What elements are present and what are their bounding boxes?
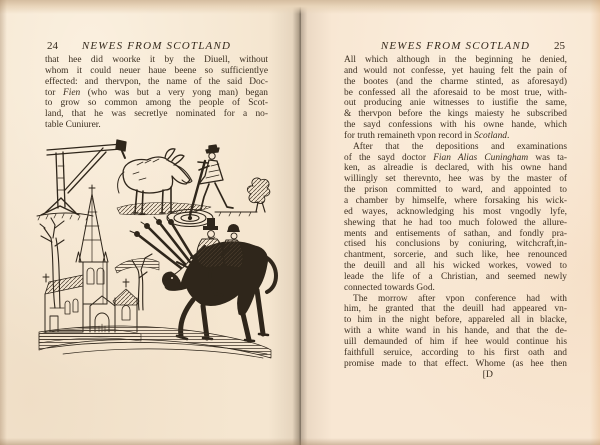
text-line: to grow so common among the people of Scot- <box>45 98 268 109</box>
text-line: table Cuniurer. <box>45 120 101 131</box>
text-line: the prison committed to ward, and appointed to <box>344 185 567 196</box>
page-top-edge <box>0 0 600 14</box>
text-line: connected towards God. <box>344 282 435 293</box>
text-line: to him in the night before, appareled all in blacke, <box>344 315 567 326</box>
signature-mark: [D <box>482 369 493 380</box>
text-line: a chamber by himselfe, where forsaking his wick- <box>344 195 567 206</box>
text-line: that hee did woorke it by the Diuell, without <box>45 55 268 65</box>
page-bottom-edge <box>0 438 600 445</box>
right-page <box>300 0 600 445</box>
text-line: The morrow after vpon conference had with <box>353 293 567 304</box>
text-line: ed wayes, acknowledging his most vngodly lyfe, <box>344 206 567 217</box>
text-line: willingly set therevnto, hee was by the master of <box>344 174 567 185</box>
page-right-edge <box>590 0 600 445</box>
text-line: of the sayd doctor Fian Alias Cuningham was ta- <box>344 152 567 163</box>
right-page-header <box>344 40 567 52</box>
text-line: with a white wand in his hande, and that the de- <box>344 326 567 337</box>
right-running-title: NEWES FROM SCOTLAND <box>380 40 531 52</box>
ground-bands <box>39 326 271 358</box>
text-line: & thervpon before the kings maiesty he subscribed <box>344 109 567 120</box>
text-line: out producing anie witnesses to iustifie the same, <box>344 98 567 109</box>
text-line: effected: and thervpon, the name of the said Doc- <box>45 76 268 87</box>
text-line: the deuill and all his wicked workes, vowed to <box>344 261 567 272</box>
left-page-number: 24 <box>47 40 58 52</box>
bush <box>247 178 269 212</box>
text-line: be confessed all the aforesaid to be most true, with- <box>344 87 567 98</box>
text-line: leade the life of a Christian, and seemed newly <box>344 271 567 282</box>
gallows <box>37 140 126 220</box>
left-page-text <box>45 55 268 131</box>
text-line: whom it could neuer haue beene so sufficientlye <box>45 65 268 76</box>
text-line: for truth remaineth vpon record in Scotland. <box>344 130 510 141</box>
woodcut-illustration <box>25 128 295 363</box>
text-line: ken, as alreadie is declared, with his owne hand <box>344 163 567 174</box>
right-page-number: 25 <box>554 40 565 52</box>
text-line: him, he granted that the deuill had appeared vn- <box>344 304 567 315</box>
text-line: the bootes (and the charme stinted, as aforesayd) <box>344 76 567 87</box>
text-line: faithfull seruice, according to his first oath and <box>344 347 567 358</box>
book-gutter <box>268 0 332 445</box>
conjurer <box>190 145 233 215</box>
text-line: ctised his conclusions by coniuring, witchcraft,in- <box>344 239 567 250</box>
text-line: chantment, sorcerie, and such like, hee renounced <box>344 250 567 261</box>
text-line: tor Fien (who was but a very yong man) began <box>45 87 268 98</box>
text-line: After that the depositions and examinations <box>353 141 567 152</box>
text-line: All which although in the beginning he denied, <box>344 55 567 65</box>
left-page-header <box>45 40 268 52</box>
text-line: land, that he was secretlye nominated for a no- <box>45 109 268 120</box>
text-line: the sayd confessions with his owne hande, which <box>344 120 567 131</box>
text-line: ments and entisements of sathan, and fondly pra- <box>344 228 567 239</box>
text-line: and would not confesse, yet hauing felt the pain of <box>344 65 567 76</box>
text-line: uill demaunded of him if hee would continue his <box>344 336 567 347</box>
right-page-text <box>344 55 567 369</box>
text-line: promise made to that effect. Whome (as hee then <box>344 358 567 369</box>
left-running-title: NEWES FROM SCOTLAND <box>81 40 232 52</box>
signature-line <box>344 370 567 381</box>
page-left-edge <box>0 0 7 445</box>
text-line: shewing that he had too much folowed the allure- <box>344 217 567 228</box>
horsemen <box>130 216 276 341</box>
